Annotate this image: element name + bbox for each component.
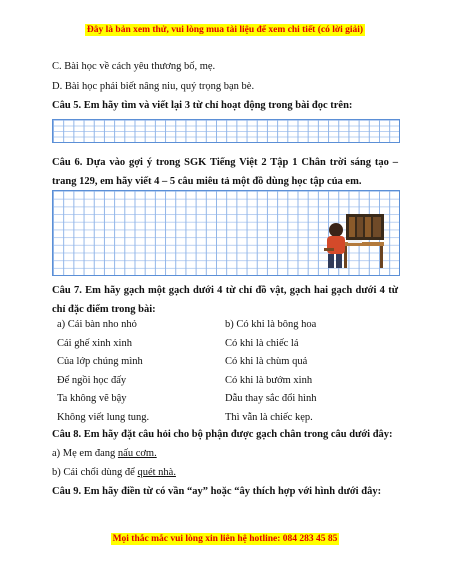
question-8-a [52,447,157,460]
poem-b-line-4: Có khi là bướm xinh [225,375,313,386]
hotline-banner [0,534,450,544]
q8-a-prefix: a) Mẹ em đang [52,448,118,459]
poem-a-line-3: Của lớp chúng mình [57,356,143,367]
student-desk-illustration [322,212,386,270]
preview-notice-text: Đây là bản xem thử, vui lòng mua tài liệu để xem chi tiết (có lời giải) [86,25,364,35]
poem-a-line-5: Ta không vẽ bậy [57,393,127,404]
poem-b-line-6: Thì vẫn là chiếc kẹp. [225,412,313,423]
poem-a-line-4: Để ngồi học đấy [57,375,127,386]
writing-grid-q5[interactable] [52,119,400,143]
poem-b-line-2: Có khi là chiếc lá [225,338,299,349]
question-8-b [52,466,176,479]
preview-notice-banner [0,25,450,35]
q8-a-underlined: nấu cơm. [117,448,157,459]
q8-b-prefix: b) Cái chổi dùng để [52,467,138,478]
question-9: Câu 9. Em hãy điền từ có vần “ay” hoặc “ây thích hợp với hình dưới đây: [52,486,382,497]
poem-a-line-6: Không viết lung tung. [57,412,150,423]
poem-b-line-1: b) Có khi là bông hoa [225,319,317,330]
q8-b-underlined: quét nhà. [137,467,176,478]
poem-a-line-1: a) Cái bàn nho nhỏ [57,319,137,330]
question-5: Câu 5. Em hãy tìm và viết lại 3 từ chỉ hoạt động trong bài đọc trên: [52,100,353,111]
option-d: D. Bài học phải biết nâng niu, quý trọng bạn bè. [52,81,255,92]
poem-b-line-3: Có khi là chùm quả [225,356,308,367]
question-6: Câu 6. Dựa vào gợi ý trong SGK Tiếng Việt 2 Tập 1 Chân trời sáng tạo – trang 129, em hãy viết 4 – 5 câu miêu tả một đồ dùng học tập của em. [52,157,398,187]
poem-b-line-5: Dẫu thay sắc đổi hình [225,393,317,404]
option-c: C. Bài học về cách yêu thương bố, mẹ. [52,61,216,72]
hotline-text: Mọi thắc mắc vui lòng xin liên hệ hotline: 084 283 45 85 [112,534,338,544]
poem-a-line-2: Cái ghế xinh xinh [57,338,132,349]
question-7: Câu 7. Em hãy gạch một gạch dưới 4 từ chỉ đồ vật, gạch hai gạch dưới 4 từ chỉ đặc điểm trong bài: [52,285,398,315]
question-8: Câu 8. Em hãy đặt câu hỏi cho bộ phận được gạch chân trong câu dưới đây: [52,429,393,440]
